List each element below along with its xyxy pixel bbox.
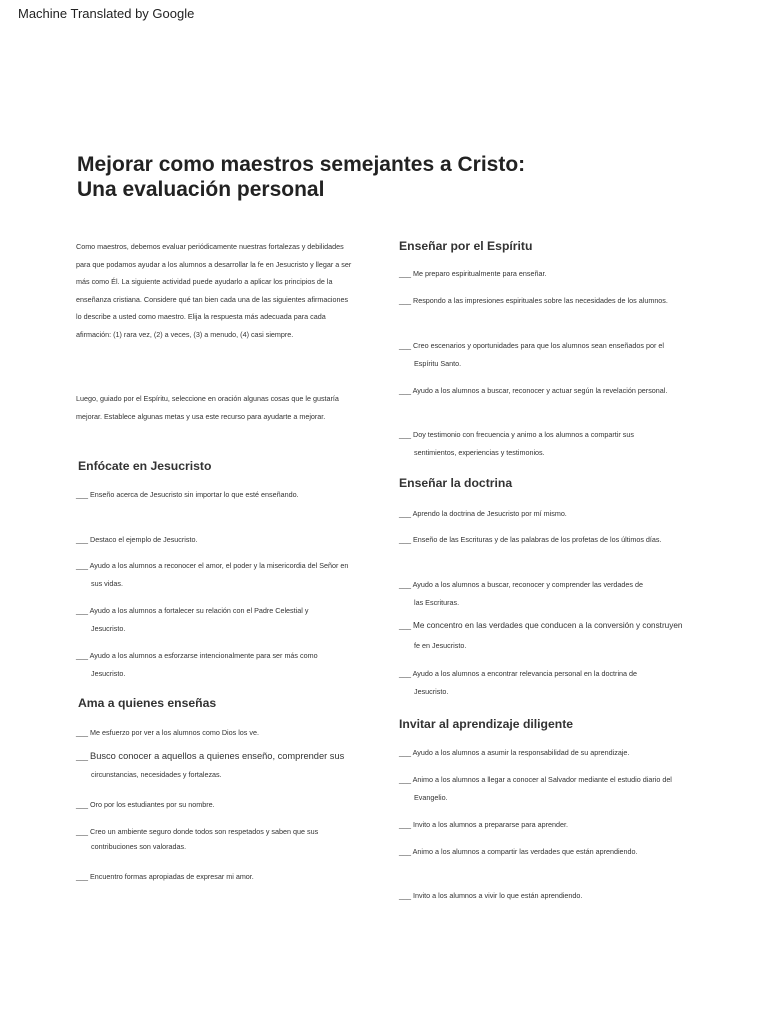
title-line: Una evaluación personal bbox=[77, 178, 325, 201]
checklist-item bbox=[399, 843, 638, 861]
checklist-item bbox=[399, 887, 582, 905]
answer-blank[interactable]: ___ bbox=[399, 775, 411, 784]
section-heading-aprendizaje: Invitar al aprendizaje diligente bbox=[399, 717, 574, 731]
answer-blank[interactable]: ___ bbox=[399, 296, 411, 305]
statement-text: Creo escenarios y oportunidades para que los alumnos sean enseñados por el bbox=[413, 341, 664, 350]
statement-text: Doy testimonio con frecuencia y animo a los alumnos a compartir sus bbox=[413, 430, 634, 439]
statement-continuation: fe en Jesucristo. bbox=[414, 640, 467, 650]
answer-blank[interactable]: ___ bbox=[399, 535, 411, 544]
statement-text: Ayudo a los alumnos a buscar, reconocer y actuar según la revelación personal. bbox=[412, 386, 668, 395]
checklist-item bbox=[76, 796, 215, 814]
section-heading-doctrina: Enseñar la doctrina bbox=[399, 476, 513, 490]
intro-line: afirmación: (1) rara vez, (2) a veces, (3) a menudo, (4) casi siempre. bbox=[76, 329, 294, 339]
statement-continuation: Jesucristo. bbox=[414, 686, 449, 696]
answer-blank[interactable]: ___ bbox=[76, 561, 88, 570]
checklist-item bbox=[399, 617, 682, 655]
answer-blank[interactable]: ___ bbox=[76, 752, 88, 761]
answer-blank[interactable]: ___ bbox=[399, 891, 411, 900]
statement-text: Animo a los alumnos a compartir las verdades que están aprendiendo. bbox=[412, 847, 638, 856]
statement-continuation: contribuciones son valoradas. bbox=[91, 841, 187, 851]
intro-line: lo describe a usted como maestro. Elija la respuesta más adecuada para cada bbox=[76, 312, 326, 322]
checklist-item bbox=[76, 557, 348, 593]
answer-blank[interactable]: ___ bbox=[399, 341, 411, 350]
intro-line: Luego, guiado por el Espíritu, seleccione en oración algunas cosas que le gustaría bbox=[76, 394, 339, 403]
intro-paragraph bbox=[76, 238, 351, 344]
statement-continuation: las Escrituras. bbox=[414, 597, 460, 607]
answer-blank[interactable]: ___ bbox=[76, 827, 88, 836]
answer-blank[interactable]: ___ bbox=[76, 490, 88, 499]
checklist-item bbox=[399, 665, 637, 701]
answer-blank[interactable]: ___ bbox=[76, 606, 88, 615]
machine-translation-banner: Machine Translated by Google bbox=[18, 6, 195, 21]
statement-text: Ayudo a los alumnos a fortalecer su relación con el Padre Celestial y bbox=[89, 606, 309, 615]
checklist-item bbox=[399, 292, 668, 310]
answer-blank[interactable]: ___ bbox=[399, 621, 411, 630]
answer-blank[interactable]: ___ bbox=[399, 748, 411, 757]
statement-text: Me preparo espiritualmente para enseñar. bbox=[413, 269, 547, 278]
statement-text: Invito a los alumnos a prepararse para aprender. bbox=[413, 820, 569, 829]
checklist-item bbox=[399, 505, 567, 523]
statement-text: Ayudo a los alumnos a buscar, reconocer y comprender las verdades de bbox=[412, 580, 644, 589]
statement-continuation: Jesucristo. bbox=[91, 668, 126, 678]
statement-continuation: sus vidas. bbox=[91, 578, 123, 588]
checklist-item bbox=[399, 816, 568, 834]
answer-blank[interactable]: ___ bbox=[76, 728, 88, 737]
statement-continuation: circunstancias, necesidades y fortalezas. bbox=[91, 769, 222, 779]
intro-line: para que podamos ayudar a los alumnos a desarrollar la fe en Jesucristo y llegar a ser bbox=[76, 259, 352, 269]
statement-text: Ayudo a los alumnos a esforzarse intencionalmente para ser más como bbox=[89, 651, 318, 660]
intro-line: mejorar. Establece algunas metas y usa este recurso para ayudarte a mejorar. bbox=[76, 411, 326, 421]
intro-paragraph-2 bbox=[76, 390, 339, 425]
statement-continuation: Evangelio. bbox=[414, 792, 448, 802]
statement-text: Enseño de las Escrituras y de las palabras de los profetas de los últimos días. bbox=[413, 535, 662, 544]
statement-continuation: sentimientos, experiencias y testimonios. bbox=[414, 447, 545, 457]
answer-blank[interactable]: ___ bbox=[399, 580, 411, 589]
checklist-item bbox=[399, 265, 546, 283]
statement-text: Ayudo a los alumnos a reconocer el amor, el poder y la misericordia del Señor en bbox=[89, 561, 349, 570]
statement-text: Animo a los alumnos a llegar a conocer al Salvador mediante el estudio diario del bbox=[412, 775, 672, 784]
statement-text: Busco conocer a aquellos a quienes enseño, comprender sus bbox=[90, 751, 345, 761]
answer-blank[interactable]: ___ bbox=[399, 509, 411, 518]
checklist-item bbox=[76, 486, 299, 504]
statement-text: Oro por los estudiantes por su nombre. bbox=[90, 800, 215, 809]
checklist-item bbox=[76, 531, 197, 549]
answer-blank[interactable]: ___ bbox=[399, 669, 411, 678]
checklist-item bbox=[76, 602, 308, 638]
statement-text: Me concentro en las verdades que conducen a la conversión y construyen bbox=[413, 621, 683, 630]
statement-continuation: Jesucristo. bbox=[91, 623, 126, 633]
answer-blank[interactable]: ___ bbox=[399, 820, 411, 829]
section-heading-ama: Ama a quienes enseñas bbox=[78, 696, 217, 710]
section-heading-jesucristo: Enfócate en Jesucristo bbox=[78, 459, 212, 473]
checklist-item bbox=[76, 823, 318, 856]
checklist-item bbox=[399, 531, 662, 549]
checklist-item bbox=[76, 647, 318, 683]
intro-line: Como maestros, debemos evaluar periódicamente nuestras fortalezas y debilidades bbox=[76, 242, 344, 251]
checklist-item bbox=[76, 868, 254, 886]
answer-blank[interactable]: ___ bbox=[76, 800, 88, 809]
statement-text: Me esfuerzo por ver a los alumnos como Dios los ve. bbox=[90, 728, 259, 737]
checklist-item bbox=[399, 744, 629, 762]
answer-blank[interactable]: ___ bbox=[399, 430, 411, 439]
checklist-item bbox=[76, 724, 259, 742]
answer-blank[interactable]: ___ bbox=[399, 386, 411, 395]
answer-blank[interactable]: ___ bbox=[399, 269, 411, 278]
answer-blank[interactable]: ___ bbox=[76, 651, 88, 660]
answer-blank[interactable]: ___ bbox=[399, 847, 411, 856]
statement-continuation: Espíritu Santo. bbox=[414, 358, 462, 368]
checklist-item bbox=[399, 382, 667, 400]
statement-text: Ayudo a los alumnos a asumir la responsabilidad de su aprendizaje. bbox=[412, 748, 630, 757]
checklist-item bbox=[399, 771, 672, 807]
checklist-item bbox=[399, 426, 634, 462]
statement-text: Invito a los alumnos a vivir lo que están aprendiendo. bbox=[413, 891, 583, 900]
checklist-item bbox=[399, 337, 664, 373]
statement-text: Destaco el ejemplo de Jesucristo. bbox=[90, 535, 198, 544]
answer-blank[interactable]: ___ bbox=[76, 535, 88, 544]
statement-text: Aprendo la doctrina de Jesucristo por mí mismo. bbox=[412, 509, 567, 518]
statement-text: Respondo a las impresiones espirituales sobre las necesidades de los alumnos. bbox=[413, 296, 668, 305]
checklist-item bbox=[399, 576, 643, 612]
statement-text: Encuentro formas apropiadas de expresar mi amor. bbox=[90, 872, 254, 881]
checklist-item bbox=[76, 748, 344, 784]
statement-text: Creo un ambiente seguro donde todos son respetados y saben que sus bbox=[90, 827, 319, 836]
statement-text: Enseño acerca de Jesucristo sin importar lo que esté enseñando. bbox=[90, 490, 299, 499]
intro-line: más como Él. La siguiente actividad puede ayudarlo a aplicar los principios de la bbox=[76, 277, 333, 287]
intro-line: enseñanza cristiana. Considere qué tan bien cada una de las siguientes afirmaciones bbox=[76, 294, 349, 304]
statement-text: Ayudo a los alumnos a encontrar relevancia personal en la doctrina de bbox=[412, 669, 638, 678]
page-title bbox=[77, 152, 525, 202]
title-line: Mejorar como maestros semejantes a Cristo: bbox=[77, 153, 526, 176]
section-heading-espiritu: Enseñar por el Espíritu bbox=[399, 239, 533, 253]
answer-blank[interactable]: ___ bbox=[76, 872, 88, 881]
